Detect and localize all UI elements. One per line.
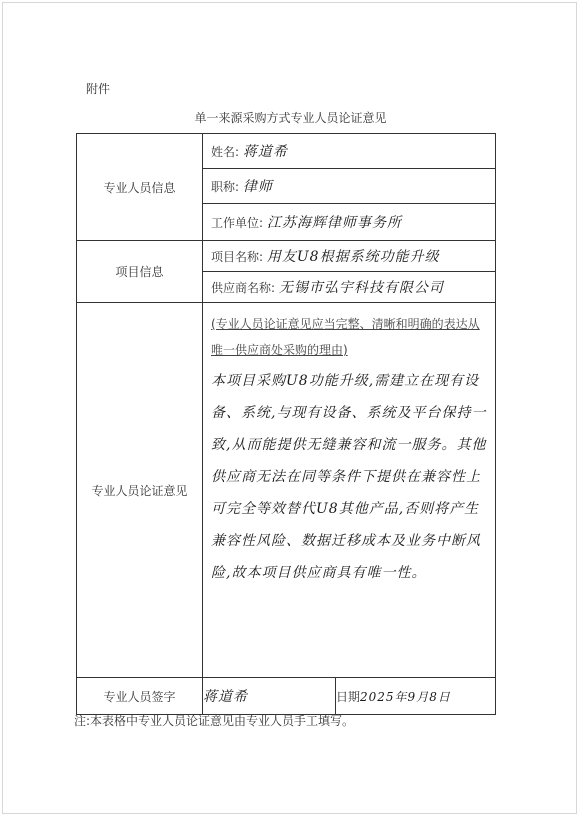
workplace-value: 江苏海辉律师事务所 — [266, 215, 402, 231]
opinion-field — [203, 303, 496, 678]
date-field — [336, 678, 496, 715]
title-value: 律师 — [242, 179, 273, 195]
supplier-value: 无锡市弘宇科技有限公司 — [278, 280, 444, 296]
project-name-value: 用友U8根据系统功能升级 — [266, 249, 440, 265]
footer-note: 注:本表格中专业人员论证意见由专业人员手工填写。 — [74, 714, 355, 728]
workplace-field — [203, 204, 496, 241]
form-title: 单一来源采购方式专业人员论证意见 — [194, 111, 387, 125]
project-name-field — [203, 241, 496, 272]
date-label: 日期 — [336, 689, 361, 704]
signature-value: 蒋道希 — [203, 689, 248, 705]
title-field — [203, 169, 496, 204]
supplier-field — [203, 272, 496, 303]
date-value: 2025年9月8日 — [360, 689, 451, 704]
name-label: 姓名: — [211, 145, 240, 159]
opinion-form-table — [76, 133, 496, 715]
workplace-label: 工作单位: — [211, 216, 264, 230]
opinion-instruction: (专业人员论证意见应当完整、清晰和明确的表达从唯一供应商处采购的理由) — [211, 317, 480, 357]
supplier-label: 供应商名称: — [211, 281, 276, 295]
opinion-label: 专业人员论证意见 — [77, 303, 203, 678]
title-label: 职称: — [211, 180, 240, 194]
expert-info-label: 专业人员信息 — [77, 134, 203, 241]
signature-label: 专业人员签字 — [77, 678, 203, 715]
name-field — [203, 134, 496, 169]
project-info-label: 项目信息 — [77, 241, 203, 303]
project-name-label: 项目名称: — [211, 250, 264, 264]
name-value: 蒋道希 — [242, 144, 288, 160]
opinion-handwritten-text: 本项目采购U8功能升级,需建立在现有设备、系统,与现有设备、系统及平台保持一致,从而能提供无缝兼容和流一服务。其他供应商无法在同等条件下提供在兼容性上可完全等效替代U8其他产品,否则将产生兼容性风险、数据迁移成本及业务中断风险,故本项目供应商具有唯一性。 — [211, 373, 487, 581]
signature-field — [203, 678, 336, 715]
attachment-label: 附件 — [86, 82, 111, 96]
